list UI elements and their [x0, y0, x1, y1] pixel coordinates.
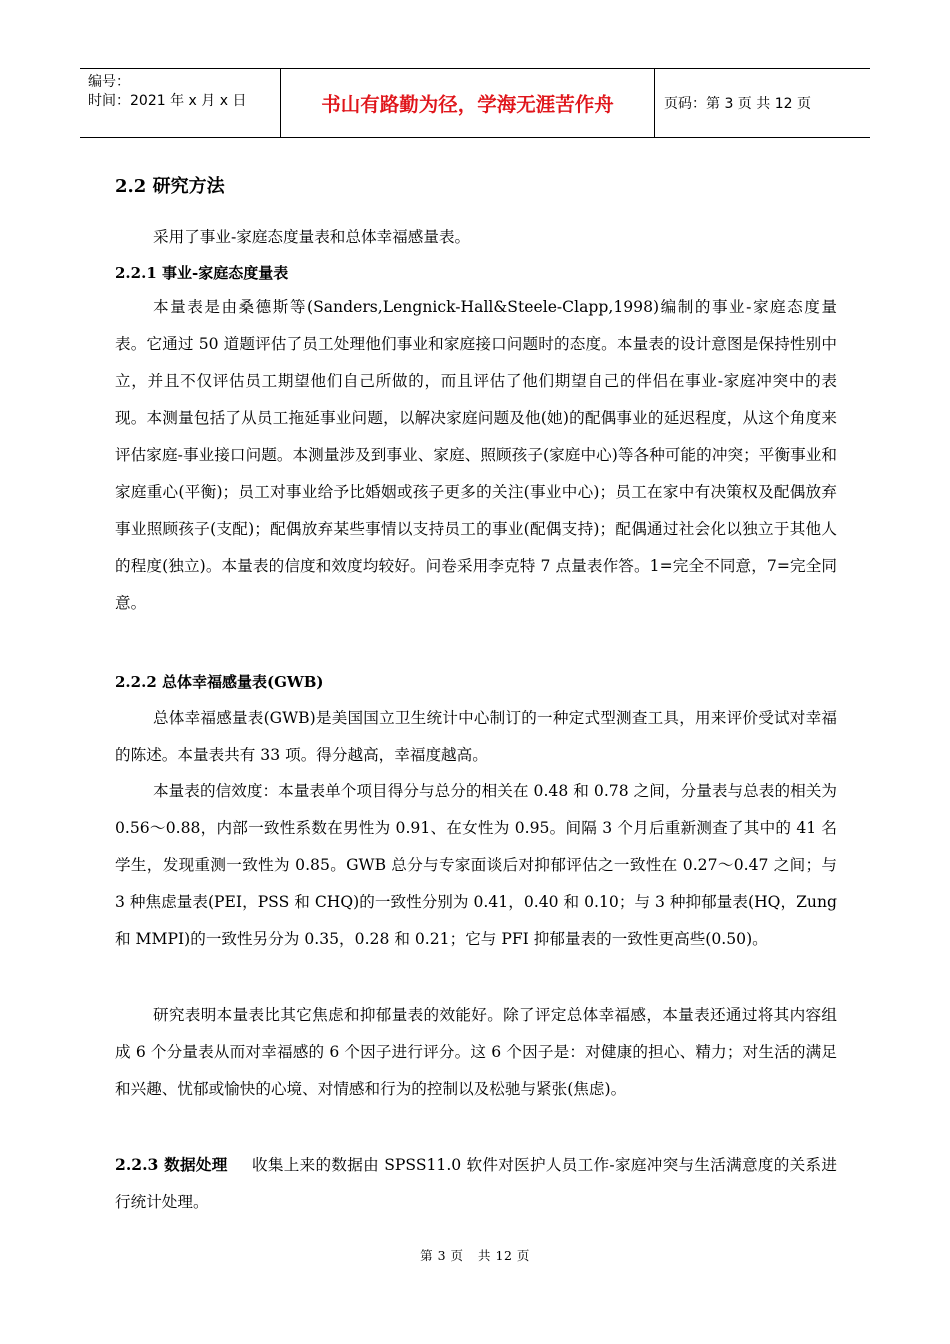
subsection-2-2-3: [115, 1146, 837, 1221]
header-page-label: 页码：第 3 页 共 12 页: [664, 96, 811, 112]
footer-total-pages: 共 12 页: [478, 1248, 530, 1263]
header-meta-cell: [80, 69, 281, 137]
header-motto: 书山有路勤为径，学海无涯苦作舟: [281, 69, 655, 137]
subsection-title-2-2-1: 2.2.1 事业-家庭态度量表: [115, 264, 289, 282]
header-table: [80, 68, 870, 138]
section-intro: 采用了事业-家庭态度量表和总体幸福感量表。: [153, 228, 471, 246]
subsection-title-2-2-3: 2.2.3 数据处理: [115, 1155, 228, 1174]
subsection-body-2-2-3: 收集上来的数据由 SPSS11.0 软件对医护人员工作-家庭冲突与生活满意度的关系进行统计处理。: [115, 1156, 837, 1211]
page-footer: [0, 1246, 950, 1264]
subsection-body-2-2-2-p3: 研究表明本量表比其它焦虑和抑郁量表的效能好。除了评定总体幸福感，本量表还通过将其内容组成 6 个分量表从而对幸福感的 6 个因子进行评分。这 6 个因子是：对健康的担心、精力；对生活的满足和兴趣、忧郁或愉快的心境、对情感和行为的控制以及松驰与紧张(焦虑)。: [115, 1006, 837, 1098]
subsection-body-2-2-2-p2: 本量表的信效度：本量表单个项目得分与总分的相关在 0.48 和 0.78 之间，分量表与总表的相关为 0.56～0.88，内部一致性系数在男性为 0.91、在女性为 0.95。间隔 3 个月后重新测查了其中的 41 名学生，发现重测一致性为 0.85。GWB 总分与专家面谈后对抑郁评估之一致性在 0.27～0.47 之间；与 3 种焦虑量表(PEI，PSS 和 CHQ)的一致性分别为 0.41，0.40 和 0.10；与 3 种抑郁量表(HQ，Zung 和 MMPI)的一致性另分为 0.35，0.28 和 0.21；它与 PFI 抑郁量表的一致性更高些(0.50)。: [115, 782, 837, 948]
document-number-label: 编号：: [88, 74, 130, 90]
section-title: 2.2 研究方法: [115, 176, 225, 197]
subsection-body-2-2-2-p1: 总体幸福感量表(GWB)是美国国立卫生统计中心制订的一种定式型测查工具，用来评价受试对幸福的陈述。本量表共有 33 项。得分越高，幸福度越高。: [115, 709, 837, 764]
document-time-label: 时间：2021 年 x 月 x 日: [88, 93, 247, 109]
footer-page-number: 第 3 页: [420, 1248, 464, 1263]
subsection-body-2-2-1: 本量表是由桑德斯等(Sanders,Lengnick-Hall&Steele-Clapp,1998)编制的事业-家庭态度量表。它通过 50 道题评估了员工处理他们事业和家庭接口问题时的态度。本量表的设计意图是保持性别中立，并且不仅评估员工期望他们自己所做的，而且评估了他们期望自己的伴侣在事业-家庭冲突中的表现。本测量包括了从员工拖延事业问题，以解决家庭问题及他(她)的配偶事业的延迟程度，从这个角度来评估家庭-事业接口问题。本测量涉及到事业、家庭、照顾孩子(家庭中心)等各种可能的冲突；平衡事业和家庭重心(平衡)；员工对事业给予比婚姻或孩子更多的关注(事业中心)；员工在家中有决策权及配偶放弃事业照顾孩子(支配)；配偶放弃某些事情以支持员工的事业(配偶支持)；配偶通过社会化以独立于其他人的程度(独立)。本量表的信度和效度均较好。问卷采用李克特 7 点量表作答。1=完全不同意，7=完全同意。: [115, 298, 837, 612]
subsection-title-2-2-2: 2.2.2 总体幸福感量表(GWB): [115, 673, 324, 691]
